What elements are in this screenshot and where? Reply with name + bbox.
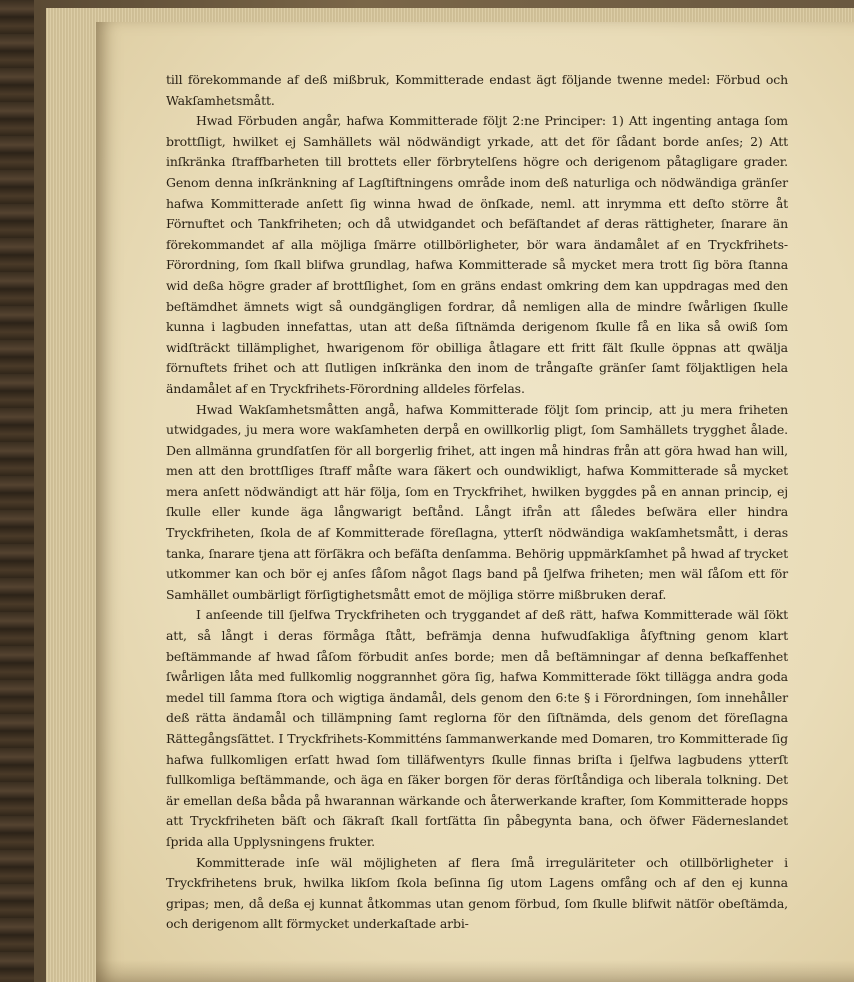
paragraph-tryckfriheten: I anſeende till ſjelfwa Tryckfriheten och tryggandet af deß rätt, hafwa Kommitterade wäl ſökt att, så långt i deras förmåga ſtått, befrämja denna hufwudſakliga åſyftning genom klart beſtämmande af hwad ſåſom förbudit anſes borde; men då beſtämningar af denna beſkaffenhet ſwårligen låta med fullkomlig noggrannhet göra ſig, hafwa Kommitterade ſökt tillägga andra goda medel till ſamma ſtora och wigtiga ändamål, dels genom den 6:te § i Förordningen, ſom innehåller deß rätta ändamål och tillämpning ſamt reglorna för den ſiſtnämda, dels genom det föreſlagna Rättegångsſättet. I Tryckfrihets-Kommitténs ſammanwerkande med Domaren, tro Kommitterade ſig hafwa fullkomligen erſatt hwad ſom tilläfwentyrs ſkulle finnas briſta i ſjelfwa lagbudens ytterſt fullkomliga beſtämmande, och äga en ſäker borgen för deras förſtåndiga och liberala tolkning. Det är emellan deßa båda på hwarannan wärkande och återwerkande krafter, ſom Kommitterade hopps att Tryckfriheten bäſt och ſäkraſt ſkall fortſätta ſin påbegynta bana, och öfwer Fäderneslandet ſprida alla Upplysningens frukter.	[166, 607, 788, 849]
paragraph-forbud: Hwad Förbuden angår, hafwa Kommitterade följt 2:ne Principer: 1) Att ingenting antaga ſom brottſligt, hwilket ej Samhällets wäl nödwändigt yrkade, att det för ſådant borde anſes; 2) Att inſkränka ſtraffbarheten till brottets eller förbrytelſens högre och derigenom påtagligare grader. Genom denna inſkränkning af Lagſtiftningens område inom deß naturliga och nödwändiga gränſer hafwa Kommitterade anſett ſig winna hwad de önſkade, neml. att inrymma ett deſto större åt Förnuftet och Tankfriheten; och då utwidgandet och befäſtandet af deras rättigheter, ſnarare än förekommandet af alla möjliga ſmärre otillbörligheter, bör wara ändamålet af en Tryckfrihets-Förordning, ſom ſkall blifwa grundlag, hafwa Kommitterade så mycket mera trott ſig böra ſtanna wid deßa högre grader af brottſlighet, ſom en gräns endast omkring dem kan uppdragas med den beſtämdhet ämnets wigt så oundgängligen fordrar, då nemligen alla de mindre ſwårligen ſkulle kunna i lagbuden innefattas, utan att deßa ſiſtnämda derigenom ſkulle få en lika så owiß ſom widſträckt tillämplighet, hwarigenom för obilliga åtlagare ett fritt fält ſkulle öppnas att qwälja förnuftets frihet och att ſlutligen inſkränka den inom de trångaſte gränſer ſamt följaktligen hela ändamålet af en Tryckfrihets-Förordning alldeles förfelas.	[166, 113, 788, 396]
paragraph-wakſamhet: Hwad Wakſamhetsmåtten angå, hafwa Kommitterade följt ſom princip, att ju mera friheten utwidgades, ju mera wore wakſamheten derpå en owillkorlig pligt, ſom Samhällets trygghet ålade. Den allmänna grundſatſen för all borgerlig frihet, att ingen må hindras från att göra hwad han will, men att den brottſliges ſtraff måſte wara ſäkert och oundwikligt, hafwa Kommitterade så mycket mera anſett nödwändigt att här följa, ſom en Tryckfrihet, hwilken byggdes på en annan princip, ej ſkulle eller kunde äga långwarigt beſtånd. Långt ifrån att ſåledes beſwära eller hindra Tryckfriheten, ſkola de af Kommitterade föreſlagna, ytterſt nödwändiga wakſamhetsmått, i deras tanka, ſnarare tjena att förſäkra och befäſta denſamma. Behörig uppmärkſamhet på hwad af trycket utkommer kan och bör ej anſes ſåſom något ſlags band på ſjelfwa friheten; men wäl ſåſom ett för Samhället oumbärligt förſigtighetsmått emot de möjliga större mißbruken deraf.	[166, 401, 788, 602]
page-text	[166, 70, 788, 935]
page-shadow	[96, 960, 854, 982]
paragraph-continuation: till förekommande af deß mißbruk, Kommitterade endast ägt följande twenne medel: Förbud och Wakſamhetsmått.	[166, 72, 788, 108]
paragraph-irregulariteter: Kommitterade inſe wäl möjligheten af flera ſmå irreguläriteter och otillbörligheter i Tryckfrihetens bruk, hwilka likſom ſkola beſinna ſig utom Lagens omfång och af den ej kunna gripas; men, då deßa ej kunnat åtkommas utan genom förbud, ſom ſkulle blifwit nätſör obeſtämda, och derigenom allt förmycket underkaſtade arbi-	[166, 854, 788, 932]
